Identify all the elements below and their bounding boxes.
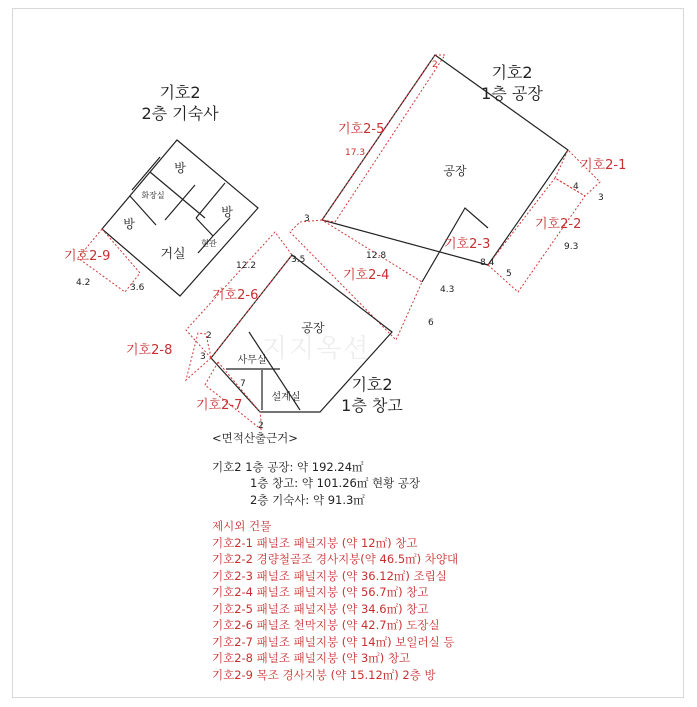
annex-label-2-8: 기호2-8 [126, 343, 173, 358]
design-room-label: 설계실 [271, 392, 301, 403]
dorm-wall [165, 185, 195, 220]
notes-warehouse-area: 1층 창고: 약 101.26㎡ 현황 공장 [250, 476, 421, 490]
annex-label-2-6: 기호2-6 [212, 288, 259, 303]
dimension-label: 7 [240, 379, 246, 389]
room-label: 방 [221, 205, 233, 219]
annex-label-2-4: 기호2-4 [343, 268, 390, 283]
excluded-item: 기호2-1 패널조 패널지붕 (약 12㎡) 창고 [212, 535, 418, 550]
dimension-label: 3.6 [130, 283, 145, 293]
dimension-label: 4.2 [76, 278, 91, 288]
annex-label-2-9: 기호2-9 [64, 249, 111, 264]
dormitory-title-line2: 2층 기숙사 [141, 104, 219, 123]
entrance-label: 현관 [201, 239, 217, 248]
dimension-label: 3 [304, 214, 310, 224]
dimension-label: 2 [258, 421, 264, 431]
factory-room-label: 공장 [443, 164, 467, 178]
excluded-buildings-heading: 제시외 건물 [212, 519, 272, 533]
dorm-wall [213, 218, 230, 236]
dimension-label: 17.3 [345, 148, 366, 158]
annex-label-2-5: 기호2-5 [338, 122, 385, 137]
dimension-label: 8.4 [480, 258, 495, 268]
excluded-item: 기호2-4 패널조 패널지붕 (약 56.7㎡) 창고 [212, 585, 429, 599]
dimension-label: 3 [598, 193, 604, 203]
annex-label-2-3: 기호2-3 [444, 237, 491, 252]
dimension-label: 4.3 [440, 285, 455, 295]
excluded-item: 기호2-3 패널조 패널지붕 (약 36.12㎡) 조립실 [212, 568, 447, 583]
annex-label-2-1: 기호2-1 [580, 158, 627, 173]
bathroom-label: 화장실 [141, 191, 165, 200]
dimension-label: 2 [432, 60, 438, 70]
notes-heading: <면적산출근거> [212, 431, 298, 445]
notes-dormitory-area: 2층 기숙사: 약 91.3㎡ [250, 492, 365, 507]
dorm-wall [132, 157, 160, 190]
notes-factory-area: 기호2 1층 공장: 약 192.24㎡ [212, 459, 364, 474]
office-label: 사무실 [237, 355, 267, 366]
dimension-label: 2 [206, 331, 212, 341]
factory-plan [290, 55, 600, 340]
excluded-item: 기호2-5 패널조 패널지붕 (약 34.6㎡) 창고 [212, 601, 429, 616]
living-room-label: 거실 [160, 247, 186, 262]
dimension-label: 9.3 [564, 242, 579, 252]
annex-2-5-outline [322, 55, 445, 222]
warehouse-title-line1: 기호2 [351, 375, 393, 394]
annex-2-7-outline [205, 362, 262, 430]
excluded-item: 기호2-6 패널조 천막지붕 (약 42.7㎡) 도장실 [212, 618, 440, 632]
dimension-label: 12.8 [366, 251, 387, 261]
room-label: 방 [123, 217, 135, 231]
warehouse-room-label: 공장 [301, 321, 325, 335]
dimension-label: 5 [506, 269, 512, 279]
excluded-item: 기호2-9 목조 경사지붕 (약 15.12㎡) 2층 방 [212, 667, 436, 682]
dimension-label: 3 [200, 352, 206, 362]
excluded-item: 기호2-7 패널조 패널지붕 (약 14㎡) 보일러실 등 [212, 634, 455, 649]
room-label: 방 [174, 161, 186, 175]
factory-title-line1: 기호2 [491, 63, 533, 82]
annex-label-2-2: 기호2-2 [535, 217, 582, 232]
watermark-text: 지지옥션 [262, 334, 371, 364]
dimension-label: 12.2 [236, 261, 257, 271]
dorm-wall [196, 218, 213, 236]
dimension-label: 4 [573, 182, 579, 192]
dimension-label: 6 [428, 318, 434, 328]
dimension-label: 3.5 [291, 255, 306, 265]
annex-label-2-7: 기호2-7 [196, 398, 243, 413]
dormitory-title-line1: 기호2 [159, 83, 201, 102]
area-notes [212, 430, 458, 683]
warehouse-title-line2: 1층 창고 [341, 396, 403, 415]
excluded-item: 기호2-8 패널조 패널지붕 (약 3㎡) 창고 [212, 651, 411, 665]
factory-title-line2: 1층 공장 [481, 84, 543, 103]
excluded-item: 기호2-2 경량철골조 경사지붕(약 46.5㎡) 차양대 [212, 552, 459, 566]
